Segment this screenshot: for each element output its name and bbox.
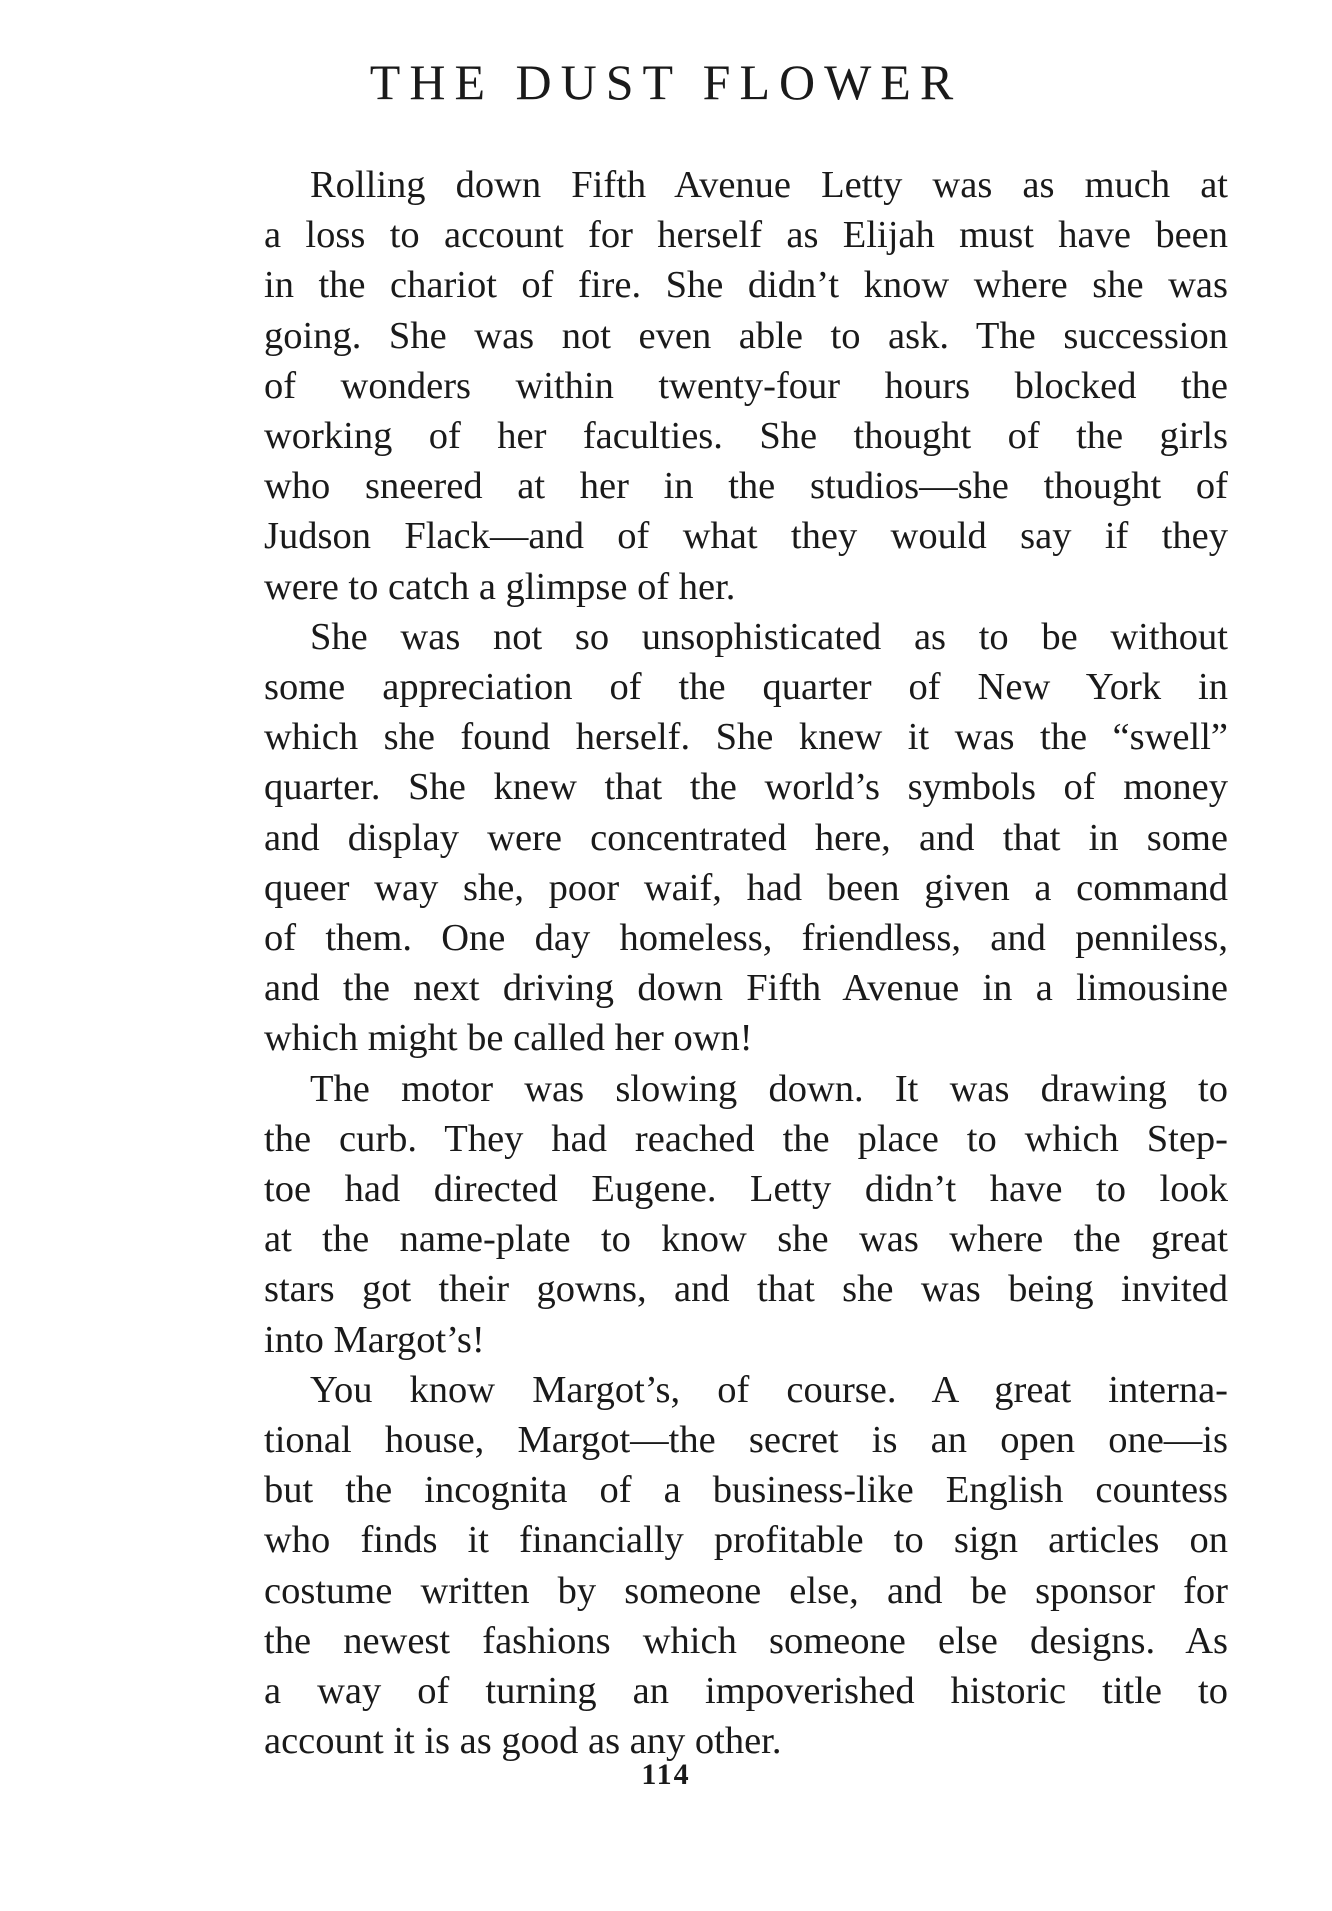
text-line: a loss to account for herself as Elijah must have been [264, 214, 1228, 257]
text-line: were to catch a glimpse of her. [264, 565, 736, 608]
text-line: into Margot’s! [264, 1318, 485, 1361]
text-line: stars got their gowns, and that she was being invited [264, 1268, 1228, 1311]
body-text [218, 160, 1228, 1767]
text-line: The motor was slowing down. It was drawing to [310, 1067, 1228, 1110]
text-line: working of her faculties. She thought of the girls [264, 415, 1228, 458]
running-head: THE DUST FLOWER [369, 54, 963, 110]
text-line: tional house, Margot—the secret is an open one—is [264, 1419, 1228, 1462]
paragraph-2 [218, 612, 1228, 1064]
paragraph-4 [218, 1365, 1228, 1767]
text-line: Rolling down Fifth Avenue Letty was as much at [310, 164, 1228, 206]
paragraph-1 [218, 160, 1228, 612]
text-line: and display were concentrated here, and that in some [264, 816, 1228, 859]
text-line: Judson Flack—and of what they would say if they [264, 515, 1228, 558]
text-line: quarter. She knew that the world’s symbols of money [264, 766, 1228, 809]
text-line: She was not so unsophisticated as to be without [310, 615, 1228, 658]
text-line: account it is as good as any other. [264, 1720, 782, 1763]
text-line: queer way she, poor waif, had been given a command [264, 866, 1228, 909]
text-line: which she found herself. She knew it was the “swell” [264, 716, 1228, 759]
text-line: You know Margot’s, of course. A great interna- [310, 1368, 1228, 1411]
paragraph-3 [218, 1064, 1228, 1365]
text-line: which might be called her own! [264, 1017, 753, 1060]
text-line: going. She was not even able to ask. The succession [264, 314, 1228, 357]
text-line: who finds it financially profitable to sign articles on [264, 1519, 1228, 1562]
page-number: 114 [641, 1758, 691, 1791]
text-line: toe had directed Eugene. Letty didn’t have to look [264, 1168, 1228, 1211]
text-line: costume written by someone else, and be sponsor for [264, 1569, 1228, 1612]
text-line: a way of turning an impoverished historic title to [264, 1670, 1228, 1713]
text-line: the newest fashions which someone else designs. As [264, 1619, 1228, 1662]
text-line: at the name-plate to know she was where the great [264, 1218, 1228, 1261]
text-line: in the chariot of fire. She didn’t know where she was [264, 264, 1228, 307]
text-line: of them. One day homeless, friendless, and penniless, [264, 917, 1228, 960]
text-line: some appreciation of the quarter of New York in [264, 666, 1228, 709]
text-line: and the next driving down Fifth Avenue in a limousine [264, 967, 1228, 1010]
text-line: but the incognita of a business-like English countess [264, 1469, 1228, 1512]
text-line: of wonders within twenty-four hours blocked the [264, 364, 1228, 407]
text-line: the curb. They had reached the place to which Step- [264, 1117, 1228, 1160]
text-line: who sneered at her in the studios—she thought of [264, 465, 1228, 508]
